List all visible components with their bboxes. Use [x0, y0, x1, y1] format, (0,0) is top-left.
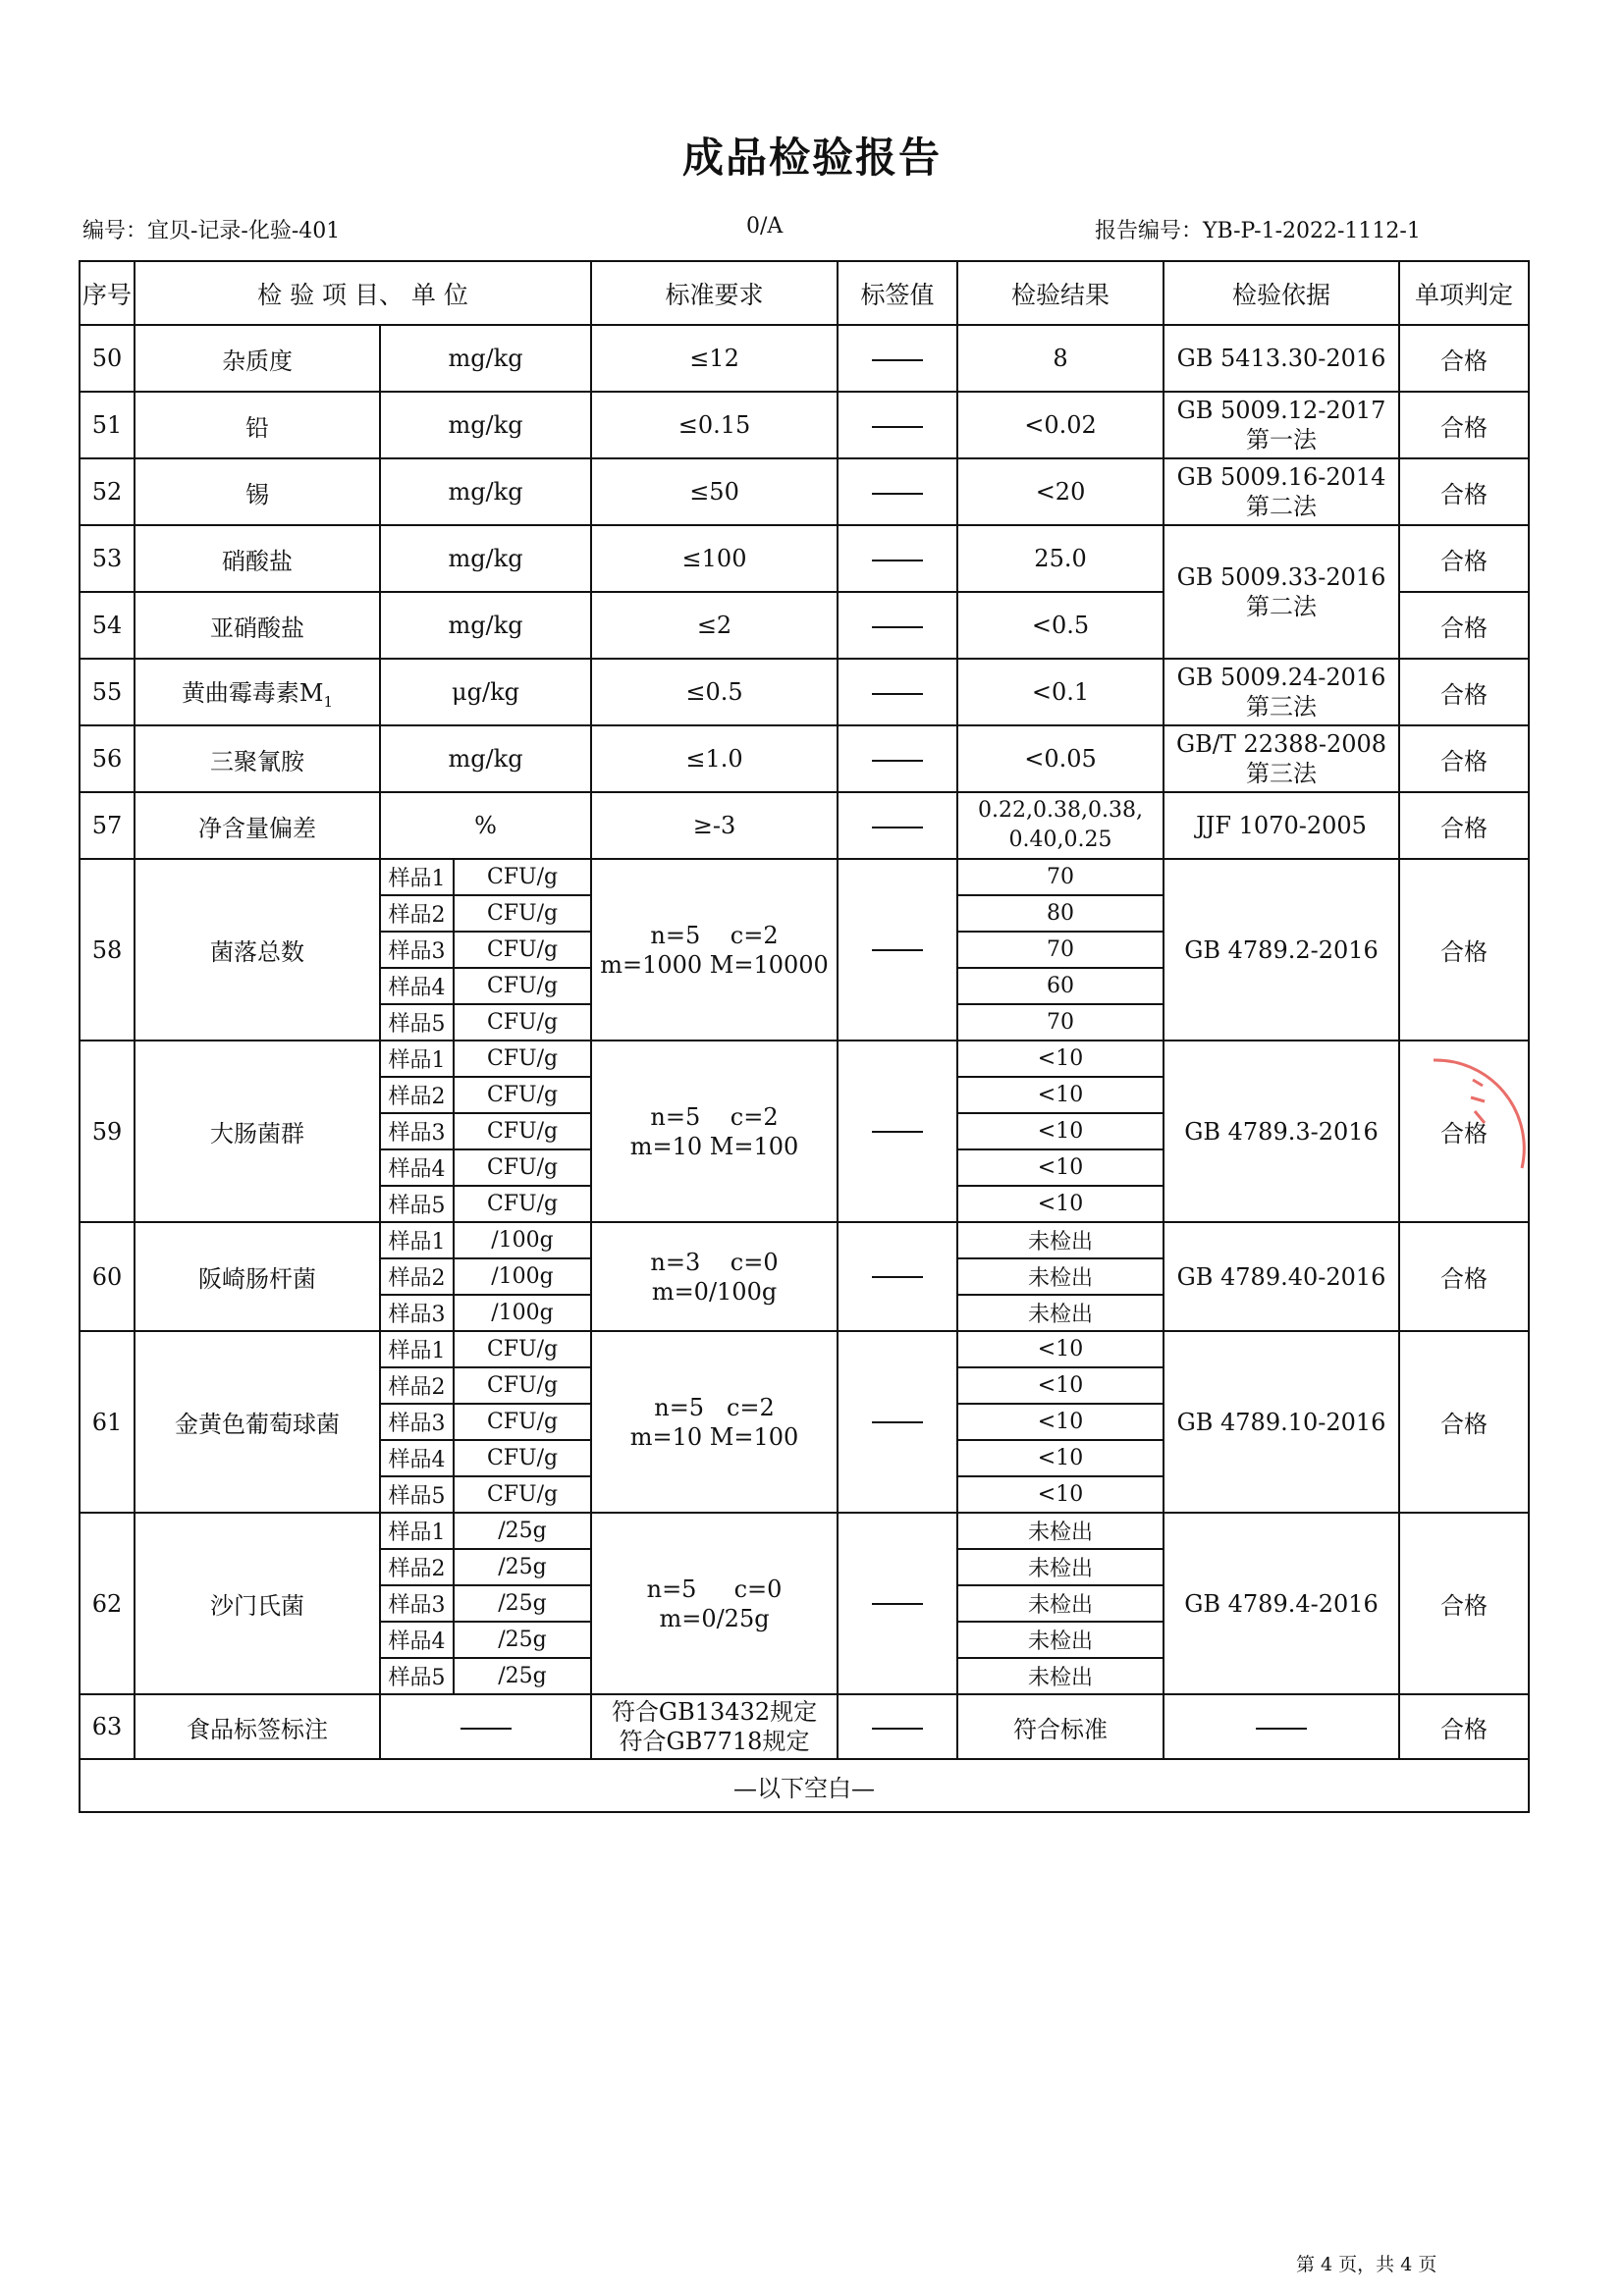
item-name: 三聚氰胺: [135, 725, 380, 792]
basis: GB 5413.30-2016: [1164, 325, 1399, 392]
verdict: 合格: [1399, 592, 1529, 659]
result: 60: [957, 968, 1164, 1004]
result: <10: [957, 1149, 1164, 1186]
label-value: [838, 1694, 957, 1759]
sample-label: 样品2: [380, 895, 454, 932]
result: 未检出: [957, 1622, 1164, 1658]
basis: GB 5009.16-2014 第二法: [1164, 458, 1399, 525]
result: <0.5: [957, 592, 1164, 659]
basis: GB 4789.3-2016: [1164, 1041, 1399, 1222]
standard: n=5 c=2 m=1000 M=10000: [591, 859, 838, 1041]
item-name: 菌落总数: [135, 859, 380, 1041]
sample-unit: CFU/g: [454, 1113, 591, 1149]
item-name: 硝酸盐: [135, 525, 380, 592]
col-header-item: 检 验 项 目、 单 位: [135, 261, 591, 325]
table-row: [80, 1331, 1529, 1367]
report-title: 成品检验报告: [681, 133, 942, 182]
row-no: 63: [80, 1694, 135, 1759]
standard: 符合GB13432规定 符合GB7718规定: [591, 1694, 838, 1759]
label-value: [838, 392, 957, 458]
basis: GB 4789.4-2016: [1164, 1513, 1399, 1694]
label-value: [838, 859, 957, 1041]
verdict: 合格: [1399, 458, 1529, 525]
sample-unit: CFU/g: [454, 1004, 591, 1041]
sample-label: 样品1: [380, 859, 454, 895]
row-no: 51: [80, 392, 135, 458]
result: 未检出: [957, 1549, 1164, 1585]
col-header-no: 序号: [80, 261, 135, 325]
sample-unit: CFU/g: [454, 1331, 591, 1367]
result: 80: [957, 895, 1164, 932]
result: <10: [957, 1186, 1164, 1222]
item-name: 净含量偏差: [135, 792, 380, 859]
sample-label: 样品3: [380, 1404, 454, 1440]
basis: GB 5009.24-2016 第三法: [1164, 659, 1399, 725]
result: 符合标准: [957, 1694, 1164, 1759]
sample-unit: /100g: [454, 1222, 591, 1258]
item-unit: mg/kg: [380, 458, 591, 525]
table-row: [80, 1694, 1529, 1759]
row-no: 53: [80, 525, 135, 592]
sample-label: 样品2: [380, 1549, 454, 1585]
item-name: 黄曲霉毒素$M_1$: [135, 659, 380, 725]
sample-unit: /100g: [454, 1258, 591, 1295]
table-row: [80, 859, 1529, 895]
result: <10: [957, 1041, 1164, 1077]
row-no: 56: [80, 725, 135, 792]
sample-label: 样品5: [380, 1476, 454, 1513]
basis: JJF 1070-2005: [1164, 792, 1399, 859]
item-name: 金黄色葡萄球菌: [135, 1331, 380, 1513]
sample-label: 样品4: [380, 968, 454, 1004]
result: 未检出: [957, 1513, 1164, 1549]
basis: [1164, 1694, 1399, 1759]
item-name: 食品标签标注: [135, 1694, 380, 1759]
item-unit: mg/kg: [380, 325, 591, 392]
row-no: 62: [80, 1513, 135, 1694]
record-number: 编号：宜贝-记录-化验-401: [82, 219, 341, 243]
label-value: [838, 1513, 957, 1694]
sample-unit: CFU/g: [454, 859, 591, 895]
table-row: [80, 725, 1529, 792]
row-no: 52: [80, 458, 135, 525]
sample-label: 样品3: [380, 1295, 454, 1331]
standard: ≤50: [591, 458, 838, 525]
item-name: 亚硝酸盐: [135, 592, 380, 659]
sample-label: 样品3: [380, 1113, 454, 1149]
col-header-result: 检验结果: [957, 261, 1164, 325]
sample-unit: /25g: [454, 1513, 591, 1549]
sample-label: 样品5: [380, 1658, 454, 1694]
item-name: 铅: [135, 392, 380, 458]
label-value: [838, 525, 957, 592]
basis: GB 4789.10-2016: [1164, 1331, 1399, 1513]
standard: n=3 c=0 m=0/100g: [591, 1222, 838, 1331]
sample-unit: CFU/g: [454, 968, 591, 1004]
label-value: [838, 1331, 957, 1513]
row-no: 60: [80, 1222, 135, 1331]
standard: ≤100: [591, 525, 838, 592]
item-name: 杂质度: [135, 325, 380, 392]
basis: GB 5009.12-2017 第一法: [1164, 392, 1399, 458]
table-row: [80, 392, 1529, 458]
table-row: [80, 792, 1529, 859]
version: 0/A: [746, 214, 784, 239]
sample-label: 样品4: [380, 1622, 454, 1658]
label-value: [838, 659, 957, 725]
standard: n=5 c=0 m=0/25g: [591, 1513, 838, 1694]
sample-unit: CFU/g: [454, 1367, 591, 1404]
result: 8: [957, 325, 1164, 392]
item-unit: mg/kg: [380, 725, 591, 792]
result: 70: [957, 932, 1164, 968]
verdict: 合格: [1399, 725, 1529, 792]
verdict: 合格: [1399, 659, 1529, 725]
row-no: 61: [80, 1331, 135, 1513]
table-header: [80, 261, 1529, 325]
result: <20: [957, 458, 1164, 525]
sample-label: 样品1: [380, 1041, 454, 1077]
page-number: 第 4 页，共 4 页: [1296, 2254, 1437, 2275]
sample-label: 样品4: [380, 1149, 454, 1186]
result: 未检出: [957, 1258, 1164, 1295]
table-row: [80, 1222, 1529, 1258]
sample-label: 样品3: [380, 932, 454, 968]
verdict: 合格: [1399, 525, 1529, 592]
sample-unit: CFU/g: [454, 1041, 591, 1077]
standard: ≤0.15: [591, 392, 838, 458]
item-unit: mg/kg: [380, 525, 591, 592]
sample-label: 样品5: [380, 1004, 454, 1041]
report-number: 报告编号：YB-P-1-2022-1112-1: [1095, 219, 1421, 243]
standard: ≤0.5: [591, 659, 838, 725]
row-no: 59: [80, 1041, 135, 1222]
official-seal-icon: [1414, 1050, 1561, 1198]
item-unit: [380, 1694, 591, 1759]
item-unit: %: [380, 792, 591, 859]
result: <10: [957, 1476, 1164, 1513]
result: 未检出: [957, 1658, 1164, 1694]
row-no: 58: [80, 859, 135, 1041]
sample-unit: CFU/g: [454, 1476, 591, 1513]
verdict: 合格: [1399, 1694, 1529, 1759]
verdict: 合格: [1399, 1222, 1529, 1331]
basis: GB/T 22388-2008 第三法: [1164, 725, 1399, 792]
row-no: 54: [80, 592, 135, 659]
label-value: [838, 1222, 957, 1331]
result: <0.1: [957, 659, 1164, 725]
basis: GB 5009.33-2016 第二法: [1164, 525, 1399, 659]
sample-unit: /25g: [454, 1549, 591, 1585]
table-row: [80, 1513, 1529, 1549]
verdict: 合格: [1399, 859, 1529, 1041]
sample-label: 样品1: [380, 1331, 454, 1367]
sample-unit: CFU/g: [454, 932, 591, 968]
verdict: 合格: [1399, 1041, 1529, 1222]
label-value: [838, 592, 957, 659]
result: 未检出: [957, 1585, 1164, 1622]
standard: ≤1.0: [591, 725, 838, 792]
table-row: [80, 659, 1529, 725]
verdict: 合格: [1399, 392, 1529, 458]
sample-unit: /100g: [454, 1295, 591, 1331]
sample-label: 样品1: [380, 1513, 454, 1549]
result: 0.22,0.38,0.38, 0.40,0.25: [957, 792, 1164, 859]
sample-label: 样品3: [380, 1585, 454, 1622]
col-header-standard: 标准要求: [591, 261, 838, 325]
sample-label: 样品5: [380, 1186, 454, 1222]
row-no: 50: [80, 325, 135, 392]
label-value: [838, 1041, 957, 1222]
sample-unit: CFU/g: [454, 1440, 591, 1476]
sample-label: 样品1: [380, 1222, 454, 1258]
item-unit: μg/kg: [380, 659, 591, 725]
sample-unit: /25g: [454, 1585, 591, 1622]
result: <10: [957, 1367, 1164, 1404]
result: 未检出: [957, 1295, 1164, 1331]
sample-unit: /25g: [454, 1622, 591, 1658]
result: <0.02: [957, 392, 1164, 458]
verdict: 合格: [1399, 1331, 1529, 1513]
col-header-basis: 检验依据: [1164, 261, 1399, 325]
sample-label: 样品2: [380, 1258, 454, 1295]
inspection-table: [79, 260, 1530, 1813]
item-name: 锡: [135, 458, 380, 525]
table-row: [80, 525, 1529, 592]
label-value: [838, 725, 957, 792]
item-name: 阪崎肠杆菌: [135, 1222, 380, 1331]
standard: n=5 c=2 m=10 M=100: [591, 1331, 838, 1513]
item-unit: mg/kg: [380, 392, 591, 458]
result: <10: [957, 1077, 1164, 1113]
item-name: 大肠菌群: [135, 1041, 380, 1222]
verdict: 合格: [1399, 1513, 1529, 1694]
sample-label: 样品2: [380, 1077, 454, 1113]
table-row: [80, 458, 1529, 525]
standard: n=5 c=2 m=10 M=100: [591, 1041, 838, 1222]
row-no: 55: [80, 659, 135, 725]
result: <10: [957, 1440, 1164, 1476]
item-unit: mg/kg: [380, 592, 591, 659]
sample-label: 样品2: [380, 1367, 454, 1404]
label-value: [838, 792, 957, 859]
label-value: [838, 325, 957, 392]
result: <10: [957, 1404, 1164, 1440]
result: <10: [957, 1113, 1164, 1149]
col-header-verdict: 单项判定: [1399, 261, 1529, 325]
col-header-label: 标签值: [838, 261, 957, 325]
standard: ≤2: [591, 592, 838, 659]
label-value: [838, 458, 957, 525]
standard: ≤12: [591, 325, 838, 392]
sample-unit: /25g: [454, 1658, 591, 1694]
standard: ≥-3: [591, 792, 838, 859]
verdict: 合格: [1399, 325, 1529, 392]
table-row: [80, 1041, 1529, 1077]
verdict: 合格: [1399, 792, 1529, 859]
sample-unit: CFU/g: [454, 1077, 591, 1113]
result: <10: [957, 1331, 1164, 1367]
basis: GB 4789.40-2016: [1164, 1222, 1399, 1331]
item-name: 沙门氏菌: [135, 1513, 380, 1694]
row-no: 57: [80, 792, 135, 859]
basis: GB 4789.2-2016: [1164, 859, 1399, 1041]
result: 25.0: [957, 525, 1164, 592]
result: 70: [957, 1004, 1164, 1041]
sample-unit: CFU/g: [454, 895, 591, 932]
blank-below-note: —以下空白—: [80, 1759, 1529, 1812]
sample-unit: CFU/g: [454, 1404, 591, 1440]
blank-below-row: [80, 1759, 1529, 1812]
table-row: [80, 325, 1529, 392]
result: 70: [957, 859, 1164, 895]
result: 未检出: [957, 1222, 1164, 1258]
result: <0.05: [957, 725, 1164, 792]
sample-unit: CFU/g: [454, 1149, 591, 1186]
sample-label: 样品4: [380, 1440, 454, 1476]
sample-unit: CFU/g: [454, 1186, 591, 1222]
